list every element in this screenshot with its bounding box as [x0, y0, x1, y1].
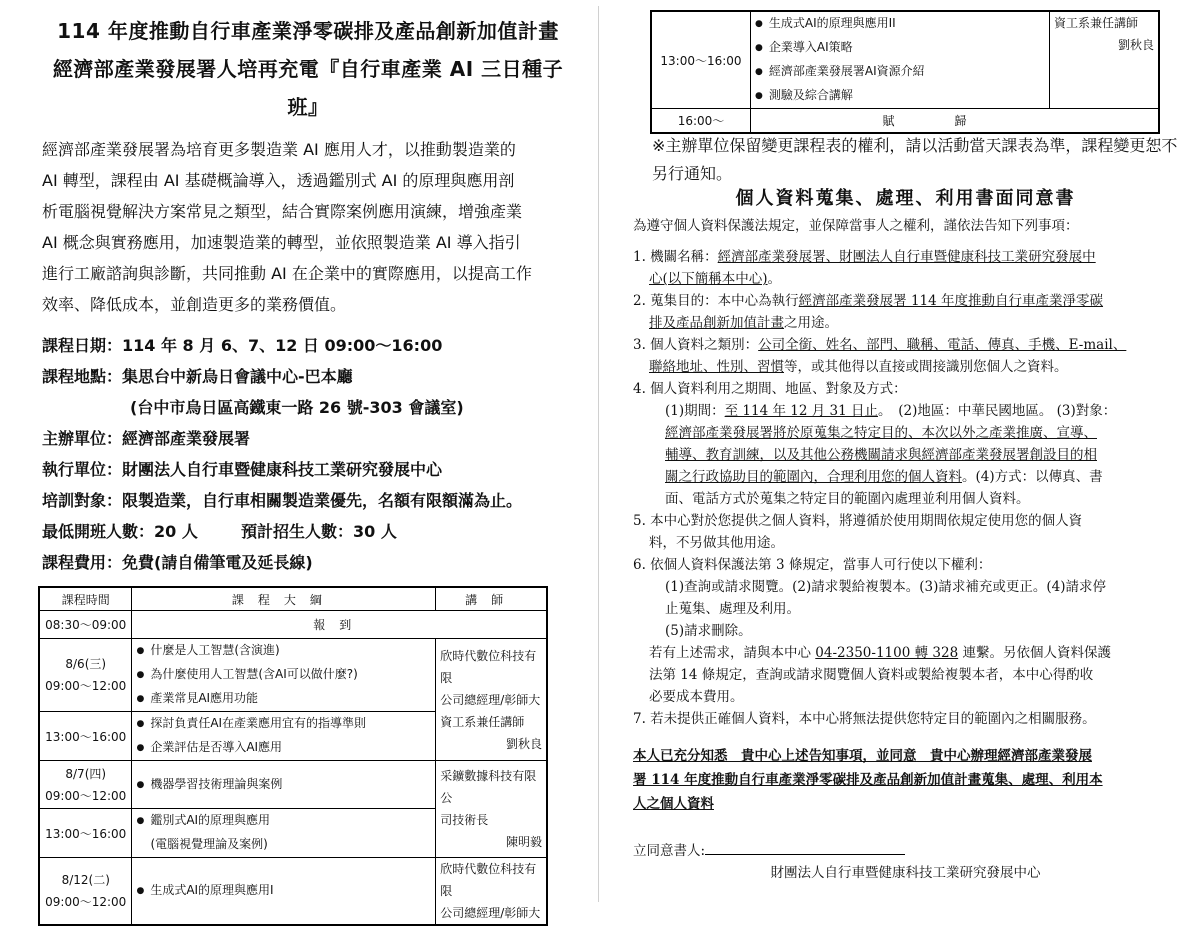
clause-text: 經濟部產業發展署、財團法人自行車暨健康科技工業研究發展中	[717, 249, 1096, 265]
page-divider	[598, 6, 599, 902]
teacher-line: 公司總經理/彰師大	[440, 906, 541, 920]
intro-paragraph	[38, 134, 578, 320]
audience: 培訓對象：限製造業，自行車相關製造業優先，名額有限額滿為止。	[42, 491, 523, 510]
day3-teacher	[436, 858, 547, 926]
teacher-name: 陳明毅	[505, 835, 542, 849]
day2-teacher	[436, 761, 547, 858]
teacher-name: 劉秋良	[1117, 38, 1154, 52]
contact-phone: 04-2350-1100 轉 328	[815, 645, 959, 661]
registration-time: 08:30～09:00	[39, 611, 132, 639]
list-item: ● 經濟部產業發展署AI資源介紹	[755, 60, 1045, 84]
clause-4: 4. 個人資料利用之期間、地區、對象及方式：	[633, 381, 907, 397]
teacher-line: 采鑛數據科技有限公	[440, 769, 537, 805]
registration-label: 報到	[132, 611, 547, 639]
day1-date: 8/6(三)	[65, 657, 107, 671]
title-line: 經濟部產業發展署人培再充電『自行車產業 AI 三日種子	[52, 57, 564, 81]
title-line: 114 年度推動自行車產業淨零碳排及產品創新加值計畫	[57, 19, 559, 43]
clause-1	[633, 246, 1178, 268]
declaration-line: 人之個人資料	[633, 796, 714, 812]
list-item: ● 測驗及綜合講解	[755, 84, 1045, 108]
list-item: ● 為什麼使用人工智慧(含AI可以做什麼?)	[136, 663, 431, 687]
course-date: 課程日期：114 年 8 月 6、7、12 日 09:00～16:00	[42, 336, 443, 355]
day3-pm-time: 13:00～16:00	[651, 11, 751, 109]
intro-line: AI 概念與實務應用，加速製造業的轉型，並依照製造業 AI 導入指引	[42, 233, 521, 252]
table-row	[651, 11, 1159, 109]
list-item: ● 探討負責任AI在產業應用宜有的指導準則	[136, 712, 431, 736]
signature-row	[633, 840, 1178, 862]
teacher-line: 欣時代數位科技有限	[440, 648, 537, 685]
document-title	[38, 12, 578, 126]
day3-date: 8/12(二)	[61, 873, 110, 887]
teacher-line: 公司總經理/彰師大	[440, 692, 541, 707]
table-row	[39, 611, 547, 639]
teacher-line: 欣時代數位科技有限	[440, 862, 537, 898]
clause-3-cont	[633, 356, 1178, 378]
signature-field[interactable]	[705, 854, 905, 855]
declaration-line: 本人已充分知悉 貴中心上述告知事項，並同意 貴中心辦理經濟部產業發展	[633, 748, 1092, 764]
schedule-table	[38, 586, 548, 926]
list-item: ● 企業導入AI策略	[755, 36, 1045, 60]
course-info	[38, 330, 578, 578]
schedule-note	[652, 132, 1182, 188]
day1-pm-topics	[136, 712, 431, 760]
clause-text: 等，或其他得以直接或間接識別您個人之資料。	[784, 359, 1068, 375]
consent-clauses	[633, 246, 1178, 730]
list-item: (電腦視覺理論及案例)	[150, 837, 268, 851]
clause-text: 。	[767, 271, 782, 287]
clause-text: 3. 個人資料之類別：	[633, 337, 759, 353]
clause-2-cont	[633, 312, 1178, 334]
consent-form	[633, 186, 1178, 884]
course-venue: 課程地點：集思台中新烏日會議中心-巴本廳	[42, 367, 353, 386]
expected-enrollment: 預計招生人數：30 人	[241, 522, 397, 541]
clause-text: 至 114 年 12 月 31 日止	[724, 403, 878, 419]
header-teacher: 講師	[436, 587, 547, 611]
executor: 執行單位：財團法人自行車暨健康科技工業研究發展中心	[42, 460, 443, 479]
end-label: 賦歸	[751, 109, 1160, 133]
day3-am-topics	[136, 879, 431, 903]
list-item: ● 生成式AI的原理與應用I	[136, 879, 431, 903]
clause-text: 關之行政協助目的範圍內，合理利用您的個人資料	[665, 469, 962, 485]
teacher-line: 資工系兼任講師	[1054, 16, 1139, 30]
consent-title: 個人資料蒐集、處理、利用書面同意書	[735, 188, 1076, 209]
declaration-line: 署 114 年度推動自行車產業淨零碳排及產品創新加值計畫蒐集、處理、利用本	[633, 772, 1103, 788]
table-row	[39, 858, 547, 926]
clause-7: 7. 若未提供正確個人資料，本中心將無法提供您特定目的範圍內之相關服務。	[633, 711, 1096, 727]
clause-text: 連繫。另依個人資料保護	[958, 645, 1111, 661]
class-size	[42, 516, 578, 547]
header-topic: 課程大綱	[132, 587, 436, 611]
day3-teacher-continued	[1050, 11, 1160, 109]
clause-text: 。 (2)地區：中華民國地區。 (3)對象：	[878, 403, 1117, 419]
table-row	[39, 761, 547, 809]
header-time: 課程時間	[39, 587, 132, 611]
clause-6-line: (5)請求刪除。	[665, 623, 752, 639]
clause-text: 。(4)方式：以傳真、書	[962, 469, 1103, 485]
day3-am-time: 09:00～12:00	[45, 895, 127, 909]
consent-intro: 為遵守個人資料保護法規定，並保障當事人之權利，謹依法告知下列事項：	[633, 218, 1079, 234]
clause-6-line: 必要成本費用。	[649, 689, 744, 705]
clause-6-line: 止蒐集、處理及利用。	[665, 601, 800, 617]
clause-4-line: 經濟部產業發展署將於原蒐集之特定目的、本次以外之產業推廣、宣導、	[665, 425, 1097, 441]
course-address: (台中市烏日區高鐵東一路 26 號-303 會議室)	[130, 398, 464, 417]
intro-line: 經濟部產業發展署為培育更多製造業 AI 應用人才，以推動製造業的	[42, 140, 516, 159]
clause-3	[633, 334, 1178, 356]
day1-pm-time: 13:00～16:00	[39, 712, 132, 761]
table-header-row	[39, 587, 547, 611]
clause-text: 2. 蒐集目的：本中心為執行	[633, 293, 799, 309]
list-item: ● 什麼是人工智慧(含演進)	[136, 639, 431, 663]
course-fee: 課程費用：免費(請自備筆電及延長線)	[42, 553, 313, 572]
organizer: 主辦單位：經濟部產業發展署	[42, 429, 251, 448]
clause-6-line: 法第 14 條規定，查詢或請求閱覽個人資料或製給複製本者，本中心得酌收	[649, 667, 1094, 683]
intro-line: 效率、降低成本，並創造更多的業務價值。	[42, 295, 347, 314]
clause-text: 1. 機關名稱：	[633, 249, 718, 265]
clause-2	[633, 290, 1178, 312]
clause-4-line	[633, 466, 1178, 488]
teacher-line: 資工系兼任講師	[440, 714, 525, 729]
clause-text: 聯絡地址、性別、習慣	[649, 359, 784, 375]
day2-date: 8/7(四)	[65, 766, 107, 781]
day2-pm-topics	[136, 809, 431, 857]
list-item: ● 產業常見AI應用功能	[136, 687, 431, 711]
clause-5: 5. 本中心對於您提供之個人資料，將遵循於使用期間依規定使用您的個人資	[633, 513, 1083, 529]
schedule-table-continued	[650, 10, 1160, 134]
end-time: 16:00～	[651, 109, 751, 133]
signing-organization: 財團法人自行車暨健康科技工業研究發展中心	[770, 865, 1041, 881]
clause-text: (1)期間：	[665, 403, 725, 419]
clause-4-line: 面、電話方式於蒐集之特定目的範圍內處理並利用個人資料。	[665, 491, 1030, 507]
day1-teacher	[436, 639, 547, 761]
note-line: 另行通知。	[652, 164, 733, 183]
clause-text: 公司全銜、姓名、部門、職稱、電話、傳真、手機、E-mail、	[758, 337, 1127, 353]
teacher-name: 劉秋良	[505, 736, 542, 751]
list-item: ● 鑑別式AI的原理與應用	[136, 809, 431, 833]
list-item: ● 企業評估是否導入AI應用	[136, 736, 431, 760]
table-row	[651, 109, 1159, 133]
clause-4-line: 輔導、教育訓練，以及其他公務機關請求與經濟部產業發展署創設目的相	[665, 447, 1097, 463]
intro-line: AI 轉型，課程由 AI 基礎概論導入，透過鑑別式 AI 的原理與應用剖	[42, 171, 515, 190]
clause-6: 6. 依個人資料保護法第 3 條規定，當事人可行使以下權利：	[633, 557, 992, 573]
clause-4-line	[633, 400, 1178, 422]
day1-am-time: 09:00～12:00	[45, 679, 127, 693]
intro-line: 析電腦視覺解決方案常見之類型，結合實際案例應用演練，增強產業	[42, 202, 523, 221]
table-row	[39, 639, 547, 712]
min-class-size: 最低開班人數：20 人	[42, 522, 198, 541]
clause-text: 排及產品創新加值計畫	[649, 315, 784, 331]
teacher-line: 司技術長	[440, 813, 489, 827]
clause-6-line: (1)查詢或請求閱覽。(2)請求製給複製本。(3)請求補充或更正。(4)請求停	[665, 579, 1106, 595]
day2-pm-time: 13:00～16:00	[39, 809, 132, 858]
list-item: ● 生成式AI的原理與應用II	[755, 12, 1045, 36]
clause-1-cont	[633, 268, 1178, 290]
day2-am-topics	[136, 773, 431, 797]
day1-am-topics	[136, 639, 431, 711]
note-line: ※主辦單位保留變更課程表的權利，請以活動當天課表為準，課程變更恕不	[652, 136, 1178, 155]
clause-text: 之用途。	[784, 315, 838, 331]
list-item: ● 機器學習技術理論與案例	[136, 773, 431, 797]
clause-text: 經濟部產業發展署 114 年度推動自行車產業淨零碳	[798, 293, 1104, 309]
left-column	[38, 12, 578, 920]
clause-text: 心(以下簡稱本中心)	[649, 271, 768, 287]
day3-pm-topics	[755, 12, 1045, 108]
clause-text: 若有上述需求，請與本中心	[649, 645, 816, 661]
signer-label: 立同意書人:	[633, 843, 706, 859]
clause-6-line	[633, 642, 1178, 664]
clause-5-cont: 料，不另做其他用途。	[649, 535, 784, 551]
day2-am-time: 09:00～12:00	[45, 788, 127, 803]
consent-declaration	[633, 744, 1178, 816]
title-line: 班』	[287, 95, 329, 119]
intro-line: 進行工廠諮詢與診斷，共同推動 AI 在企業中的實際應用，以提高工作	[42, 264, 532, 283]
